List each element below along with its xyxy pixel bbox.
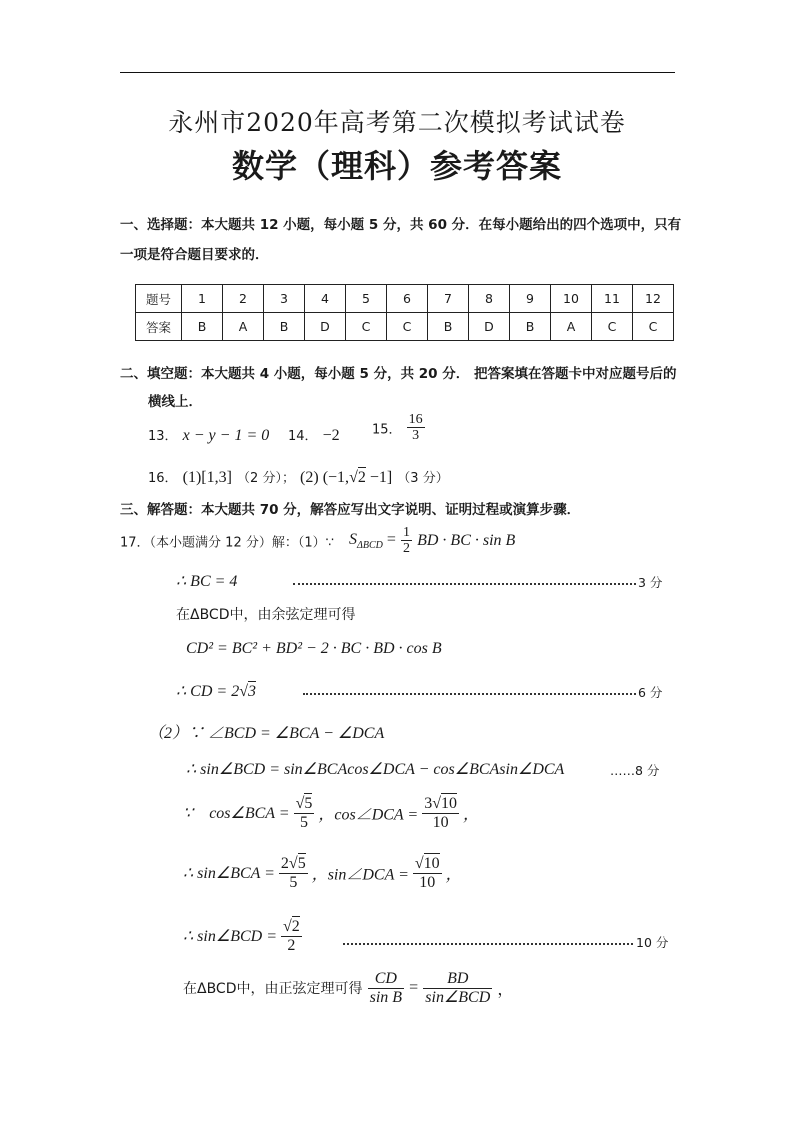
answer-cell: A — [223, 313, 264, 341]
answer-label-cell: 答案 — [136, 313, 182, 341]
sine-rule-line: 在ΔBCD中，由正弦定理可得 $\frac{CD}{\text{sin B}}$ = $\frac{BD}{\text{sin∠BCD}}$ ， — [183, 970, 514, 1006]
section1-heading-cont: 一项是符合题目要求的． — [120, 247, 269, 263]
section1-heading: 一、选择题：本大题共 12 小题，每小题 5 分，共 60 分．在每小题给出的四个选项中，只有 — [120, 217, 682, 233]
q17-intro: 17．（本小题满分 12 分）解：（1）∵ $S_{\Delta BCD}$ = $\frac{1}{2}$ BD · BC · sin B — [120, 525, 516, 557]
answer-cell: C — [387, 313, 428, 341]
sin-bcd-result: ∴ sin∠BCD = $\frac{√2}{2}$ — [183, 918, 300, 954]
answer-cell: B — [428, 313, 469, 341]
q15-fraction: $\frac{16}{3}$ — [408, 412, 423, 444]
score-8: ……8 分 — [610, 763, 660, 778]
cd-squared-equation: CD² = BC² + BD² − 2 · BC · BD · cos B — [186, 640, 442, 657]
q14-answer: 14． −2 — [288, 427, 340, 444]
leader-dots — [303, 693, 636, 695]
answer-cell: B — [264, 313, 305, 341]
q13-answer: 13． x − y − 1 = 0 — [148, 427, 270, 444]
cd-result: ∴ CD = 2√3 — [176, 683, 256, 700]
number-cell: 1 — [182, 285, 223, 313]
number-cell: 5 — [346, 285, 387, 313]
number-cell: 12 — [633, 285, 674, 313]
leader-dots — [343, 943, 633, 945]
sine-rule-fraction-left: $\frac{CD}{\text{sin B}}$ — [369, 970, 403, 1006]
part2-angle-relation: （2）∵ ∠BCD = ∠BCA − ∠DCA — [148, 725, 385, 742]
q16-answer: 16． (1)[1,3] （2 分）； (2) (−1,√2 −1] （3 分） — [148, 469, 449, 486]
answer-cell: A — [551, 313, 592, 341]
leader-dots — [293, 583, 636, 585]
header-label-cell: 题号 — [136, 285, 182, 313]
section3-heading: 三、解答题：本大题共 70 分，解答应写出文字说明、证明过程或演算步骤． — [120, 502, 581, 518]
exam-title: 永州市2020年高考第二次模拟考试试卷 — [168, 108, 626, 137]
number-cell: 6 — [387, 285, 428, 313]
sine-rule-fraction-right: $\frac{BD}{\text{sin∠BCD}}$ — [425, 970, 491, 1006]
header-rule — [120, 72, 675, 73]
answer-cell: D — [305, 313, 346, 341]
answer-cell: C — [592, 313, 633, 341]
answer-table — [135, 284, 674, 341]
answer-cell: B — [182, 313, 223, 341]
number-cell: 2 — [223, 285, 264, 313]
half-fraction: $\frac{1}{2}$ — [403, 525, 410, 557]
number-cell: 10 — [551, 285, 592, 313]
number-cell: 11 — [592, 285, 633, 313]
cos-values: ∵ cos∠BCA = $\frac{√5}{5}$ ，cos∠DCA = $\frac{3√10}{10}$ ， — [183, 795, 480, 831]
cosine-rule-text: 在ΔBCD中，由余弦定理可得 — [176, 607, 356, 623]
number-cell: 8 — [469, 285, 510, 313]
table-row-answers — [136, 313, 674, 341]
score-6: 6 分 — [638, 685, 663, 700]
answer-cell: C — [633, 313, 674, 341]
score-3: 3 分 — [638, 575, 663, 590]
answer-cell: B — [510, 313, 551, 341]
bc-result: ∴ BC = 4 — [176, 573, 238, 590]
section2-heading-cont: 横线上． — [148, 394, 202, 410]
sin-bca-fraction: $\frac{2√5}{5}$ — [280, 855, 306, 891]
sin-dca-fraction: $\frac{√10}{10}$ — [414, 855, 440, 891]
number-cell: 9 — [510, 285, 551, 313]
sin-bcd-fraction: $\frac{√2}{2}$ — [283, 918, 300, 954]
answer-cell: C — [346, 313, 387, 341]
q15-answer: 15． $\frac{16}{3}$ — [372, 412, 423, 444]
cos-dca-fraction: $\frac{3√10}{10}$ — [424, 795, 457, 831]
score-10: 10 分 — [636, 935, 669, 950]
number-cell: 3 — [264, 285, 305, 313]
sin-values: ∴ sin∠BCA = $\frac{2√5}{5}$ ，sin∠DCA = $\frac{√10}{10}$ ， — [183, 855, 462, 891]
number-cell: 7 — [428, 285, 469, 313]
section2-heading: 二、填空题：本大题共 4 小题，每小题 5 分，共 20 分． 把答案填在答题卡中对应题号后的 — [120, 366, 677, 382]
table-row-numbers — [136, 285, 674, 313]
number-cell: 4 — [305, 285, 346, 313]
sin-expansion: ∴ sin∠BCD = sin∠BCAcos∠DCA − cos∠BCAsin∠DCA — [186, 761, 565, 778]
answer-cell: D — [469, 313, 510, 341]
cos-bca-fraction: $\frac{√5}{5}$ — [295, 795, 313, 831]
answer-key-title: 数学（理科）参考答案 — [231, 147, 562, 185]
